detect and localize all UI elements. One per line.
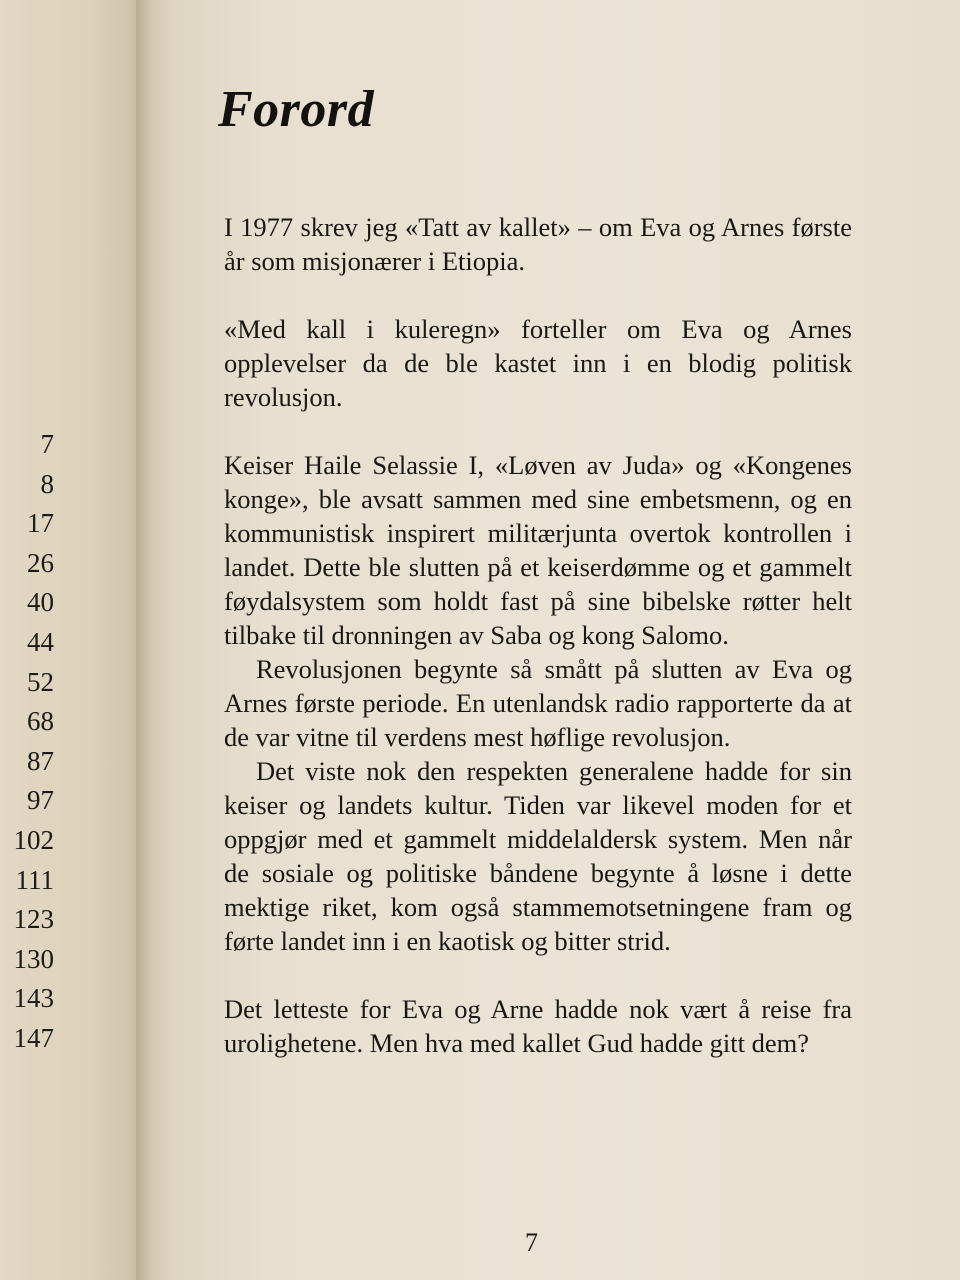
toc-page-number: 87	[27, 745, 54, 776]
paragraph-gap	[224, 414, 852, 448]
left-page	[0, 0, 150, 1280]
toc-page-number: 40	[27, 587, 54, 618]
toc-page-number: 68	[27, 706, 54, 737]
toc-page-number: 143	[13, 983, 54, 1014]
contents-page-numbers	[0, 425, 54, 1059]
page-title: Forord	[218, 81, 375, 138]
foreword-body	[224, 210, 852, 1060]
toc-page-number: 52	[27, 666, 54, 697]
toc-page-number: 111	[15, 864, 54, 895]
toc-page-number: 26	[27, 547, 54, 578]
toc-page-number: 7	[40, 429, 54, 459]
toc-page-number: 130	[13, 943, 54, 974]
toc-page-number: 8	[40, 468, 54, 499]
toc-page-number: 44	[27, 626, 54, 657]
page-number: 7	[525, 1228, 538, 1257]
paragraph: Det viste nok den respekten generalene hadde for sin keiser og landets kultur. Tiden var likevel moden for et oppgjør med et gammelt middelaldersk system. Men når de sosiale og politiske båndene begynte å løsne i dette mektige riket, kom også stammemotsetningene fram og førte landet inn i en kaotisk og bitter strid.	[224, 756, 852, 956]
paragraph-gap	[224, 958, 852, 992]
book-gutter	[136, 0, 170, 1280]
paragraph: «Med kall i kuleregn» forteller om Eva og Arnes opplevelser da de ble kastet inn i en blodig politisk revolusjon.	[224, 314, 852, 412]
paragraph: Det letteste for Eva og Arne hadde nok vært å reise fra urolighetene. Men hva med kallet Gud hadde gitt dem?	[224, 994, 852, 1058]
toc-page-number: 97	[27, 785, 54, 816]
paragraph: Revolusjonen begynte så smått på slutten av Eva og Arnes første periode. En utenlandsk radio rapporterte da at de var vitne til verdens mest høflige revolusjon.	[224, 654, 852, 752]
toc-page-number: 147	[13, 1022, 54, 1053]
toc-page-number: 123	[13, 904, 54, 935]
paragraph: I 1977 skrev jeg «Tatt av kallet» – om Eva og Arnes første år som misjonærer i Etiopia.	[224, 212, 852, 276]
toc-page-number: 17	[27, 508, 54, 539]
paragraph: Keiser Haile Selassie I, «Løven av Juda» og «Kongenes konge», ble avsatt sammen med sine embetsmenn, og en kommunistisk inspirert militærjunta overtok kontrollen i landet. Dette ble slutten på et keiserdømme og et gammelt føydalsystem som holdt fast på sine bibelske røtter helt tilbake til dronningen av Saba og kong Salomo.	[224, 450, 852, 650]
toc-page-number: 102	[13, 824, 54, 855]
paragraph-gap	[224, 278, 852, 312]
